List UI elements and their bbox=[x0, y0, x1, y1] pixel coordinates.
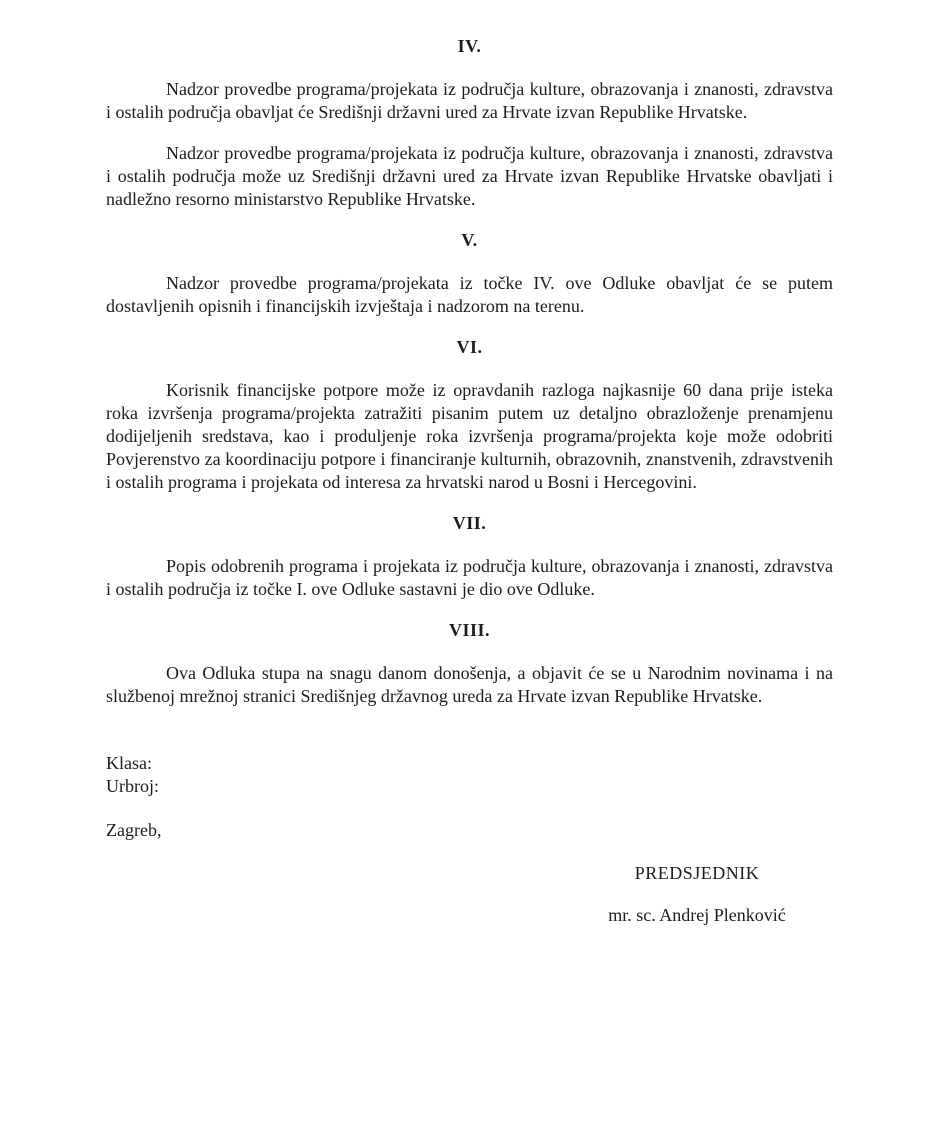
signature-name: mr. sc. Andrej Plenković bbox=[608, 905, 786, 925]
section-heading-vi: VI. bbox=[456, 337, 483, 357]
paragraph: Nadzor provedbe programa/projekata iz područja kulture, obrazovanja i znanosti, zdravstva i ostalih područja obavljat će Središnji državni ured za Hrvate izvan Republike Hrvatske. bbox=[106, 79, 833, 122]
paragraph: Popis odobrenih programa i projekata iz područja kulture, obrazovanja i znanosti, zdravstva i ostalih područja iz točke I. ove Odluke sastavni je dio ove Odluke. bbox=[106, 556, 833, 599]
section-heading-viii: VIII. bbox=[448, 620, 490, 640]
urbroj-line: Urbroj: bbox=[106, 776, 159, 796]
klasa-line: Klasa: bbox=[106, 753, 152, 773]
place-date-line: Zagreb, bbox=[106, 820, 162, 840]
reference-block bbox=[106, 752, 833, 798]
signature-block bbox=[546, 862, 848, 927]
section-heading-v: V. bbox=[461, 230, 478, 250]
paragraph: Korisnik financijske potpore može iz opravdanih razloga najkasnije 60 dana prije isteka roka izvršenja programa/projekta zatražiti pisanim putem uz detaljno obrazloženje prenamjenu dodijeljenih sredstava, kao i produljenje roka izvršenja programa/projekta koje može odobriti Povjerenstvo za koordinaciju potpore i financiranje kulturnih, obrazovnih, znanstvenih, zdravstvenih i ostalih programa i projekata od interesa za hrvatski narod u Bosni i Hercegovini. bbox=[106, 380, 833, 492]
section-heading-vii: VII. bbox=[452, 513, 487, 533]
section-heading-iv: IV. bbox=[457, 36, 482, 56]
paragraph: Ova Odluka stupa na snagu danom donošenja, a objavit će se u Narodnim novinama i na službenoj mrežnoj stranici Središnjeg državnog ureda za Hrvate izvan Republike Hrvatske. bbox=[106, 663, 833, 706]
signature-title: PREDSJEDNIK bbox=[634, 863, 760, 883]
paragraph: Nadzor provedbe programa/projekata iz točke IV. ove Odluke obavljat će se putem dostavljenih opisnih i financijskih izvještaja i nadzorom na terenu. bbox=[106, 273, 833, 316]
paragraph: Nadzor provedbe programa/projekata iz područja kulture, obrazovanja i znanosti, zdravstva i ostalih područja može uz Središnji državni ured za Hrvate izvan Republike Hrvatske obavljati i nadležno resorno ministarstvo Republike Hrvatske. bbox=[106, 143, 833, 209]
